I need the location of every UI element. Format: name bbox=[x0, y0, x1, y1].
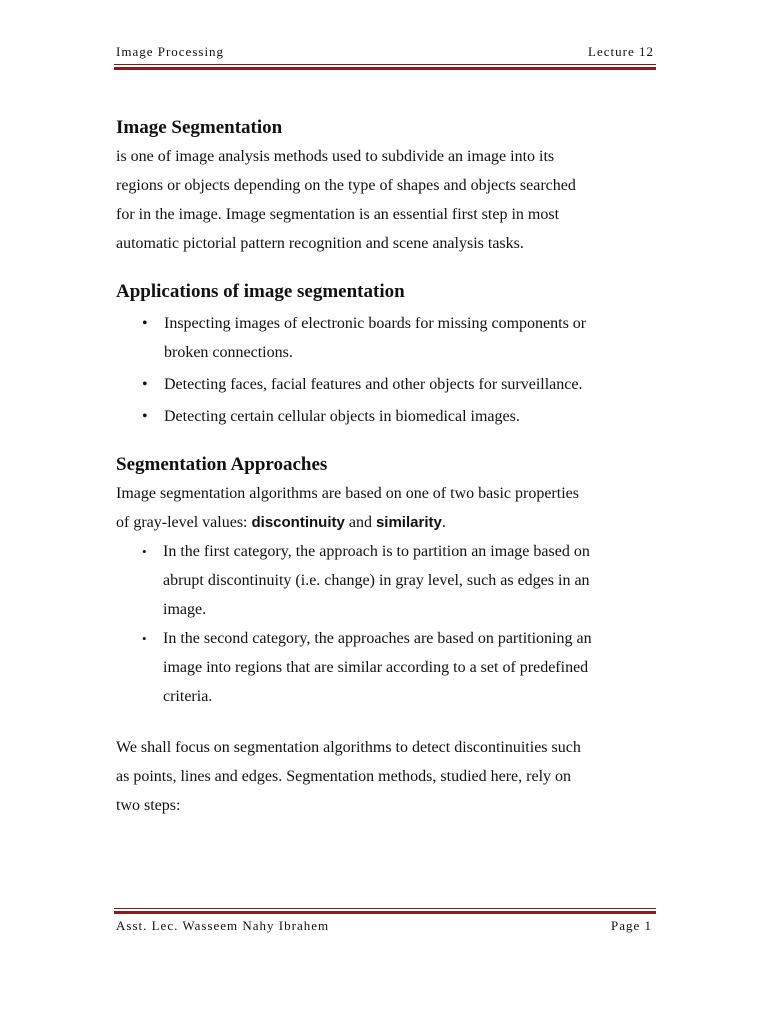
bullet-icon: • bbox=[142, 544, 147, 559]
text-line: criteria. bbox=[163, 688, 213, 705]
heading-segmentation-approaches: Segmentation Approaches bbox=[116, 454, 328, 475]
text-line: Detecting faces, facial features and other objects for surveillance. bbox=[164, 376, 583, 393]
text-line: two steps: bbox=[116, 797, 181, 814]
text-line: In the second category, the approaches are based on partitioning an bbox=[163, 630, 592, 647]
page-body bbox=[116, 114, 656, 820]
text-line: Inspecting images of electronic boards for missing components or bbox=[164, 315, 587, 332]
page-header bbox=[116, 44, 654, 60]
page-footer bbox=[116, 918, 652, 934]
header-rule bbox=[114, 64, 656, 70]
list-item bbox=[116, 309, 656, 367]
text-line: is one of image analysis methods used to subdivide an image into its bbox=[116, 148, 555, 165]
text-line: automatic pictorial pattern recognition and scene analysis tasks. bbox=[116, 235, 524, 252]
text-line: image into regions that are similar according to a set of predefined bbox=[163, 659, 589, 676]
paragraph-definition bbox=[116, 142, 656, 258]
text-line: abrupt discontinuity (i.e. change) in gray level, such as edges in an bbox=[163, 572, 590, 589]
text-line: broken connections. bbox=[164, 344, 293, 361]
text-line: as points, lines and edges. Segmentation methods, studied here, rely on bbox=[116, 768, 572, 785]
text-line: regions or objects depending on the type of shapes and objects searched bbox=[116, 177, 576, 194]
text-line: Detecting certain cellular objects in biomedical images. bbox=[164, 408, 520, 425]
text-line: image. bbox=[163, 601, 207, 618]
list-item bbox=[116, 624, 656, 711]
applications-list bbox=[116, 309, 656, 431]
bullet-icon: • bbox=[142, 315, 148, 332]
paragraph-closing bbox=[116, 733, 656, 820]
list-item bbox=[116, 370, 656, 399]
footer-rule bbox=[114, 908, 656, 914]
text-line: Image segmentation algorithms are based on one of two basic properties bbox=[116, 485, 579, 502]
text-fragment: . bbox=[441, 514, 446, 531]
paragraph-approaches-intro bbox=[116, 479, 656, 537]
keyword-similarity: similarity bbox=[375, 514, 442, 531]
list-item bbox=[116, 537, 656, 624]
keyword-discontinuity: discontinuity bbox=[251, 514, 345, 531]
list-item bbox=[116, 402, 656, 431]
approaches-list bbox=[116, 537, 656, 711]
heading-applications: Applications of image segmentation bbox=[116, 281, 405, 302]
text-fragment: and bbox=[344, 514, 376, 531]
bullet-icon: • bbox=[142, 408, 148, 425]
footer-author: Asst. Lec. Wasseem Nahy Ibrahem bbox=[116, 918, 330, 933]
bullet-icon: • bbox=[142, 631, 147, 646]
header-course-title: Image Processing bbox=[116, 44, 225, 59]
text-line: for in the image. Image segmentation is an essential first step in most bbox=[116, 206, 560, 223]
text-line: of gray-level values: bbox=[116, 514, 252, 531]
header-lecture-number: Lecture 12 bbox=[588, 44, 654, 59]
footer-page-number: Page 1 bbox=[610, 918, 652, 933]
bullet-icon: • bbox=[142, 376, 148, 393]
text-line: We shall focus on segmentation algorithms to detect discontinuities such bbox=[116, 739, 581, 756]
text-line: In the first category, the approach is to partition an image based on bbox=[163, 543, 590, 560]
heading-image-segmentation: Image Segmentation bbox=[116, 117, 283, 138]
